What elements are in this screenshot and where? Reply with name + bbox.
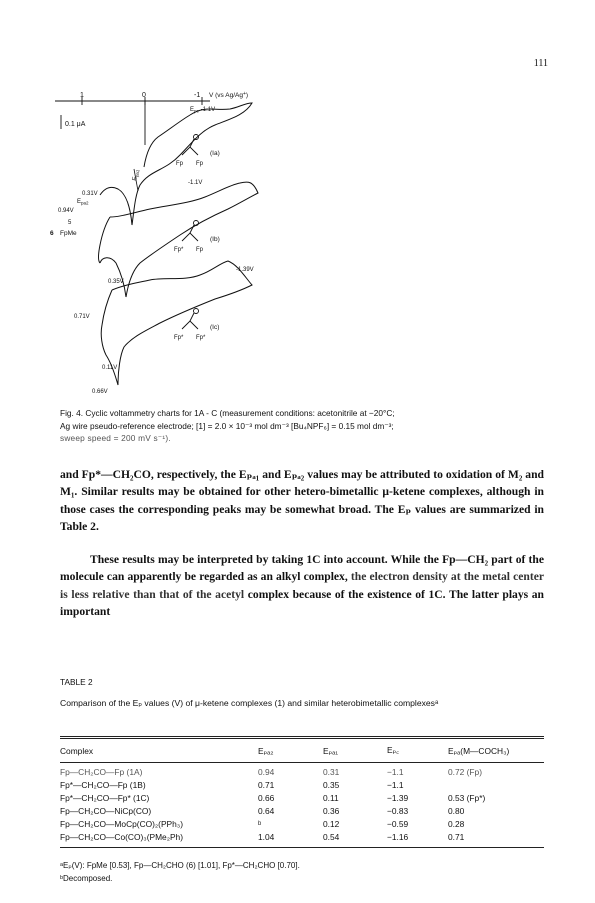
footnote-b: ᵇDecomposed. <box>60 873 113 883</box>
tick-label-0: 0 <box>142 92 146 99</box>
cell-epc: −1.39 <box>387 793 409 803</box>
header-epa1: Eₚₐ₁ <box>323 738 387 763</box>
cell-epa2: 1.04 <box>258 831 323 848</box>
cell-complex: Fp*—CH₂CO—Fp (1B) <box>60 780 146 790</box>
label-035v: 0.35V <box>108 279 124 285</box>
cyclic-voltammetry-figure <box>40 85 330 405</box>
cell-epa-acetyl: 0.80 <box>448 806 465 816</box>
cell-complex: Fp*—CH₂CO—Fp* (1C) <box>60 793 150 803</box>
label-139v: -1.39V <box>236 267 254 273</box>
cv-curve-1b <box>100 182 258 297</box>
cell-complex: Fp—CH₂CO—NiCp(CO) <box>60 806 152 816</box>
cell-epa-acetyl: 0.71 <box>448 831 544 848</box>
epc-label: $E_{pc}$ -1.1V <box>190 107 216 114</box>
cell-complex: Fp—CH₂CO—Fp (1A) <box>60 767 143 777</box>
table-header-row <box>60 738 544 763</box>
cell-epc: −1.1 <box>387 780 404 790</box>
cell-epa2: ᵇ <box>258 819 262 829</box>
header-complex: Complex <box>60 738 258 763</box>
table-row <box>60 805 544 818</box>
caption-line-3: sweep speed = 200 mV s⁻¹). <box>60 433 171 444</box>
cell-epa2: 0.64 <box>258 806 275 816</box>
cell-epc: −1.16 <box>387 831 448 848</box>
marker-6: 6 <box>50 230 54 237</box>
cell-epa2: 0.71 <box>258 780 275 790</box>
table-row <box>60 831 544 848</box>
table-row <box>60 818 544 831</box>
cell-epc: −1.1 <box>387 767 404 777</box>
cell-epa-acetyl: 0.72 (Fp) <box>448 767 482 777</box>
label-1b: (Ib) <box>210 236 220 243</box>
tick-label-minus1: -1 <box>194 92 201 99</box>
marker-5: 5 <box>68 220 72 226</box>
body-paragraph-1: and Fp*—CH₂CO, respectively, the Eₚₐ₁ and Eₚₐ₂ values may be attributed to oxidation of M₂ and M₁. Similar results may be obtained for other hetero-bimetallic μ-ketene complexes, although in those cases the corresponding peaks may be somewhat broad. The Eₚ values are summarized in Table 2. <box>60 468 544 534</box>
label-094v: 0.94V <box>58 208 74 214</box>
fp-right-1a: Fp <box>196 161 204 167</box>
header-epa-acetyl: Eₚₐ(M—COCH₃) <box>448 738 544 763</box>
label-066v: 0.66V <box>92 389 108 395</box>
ketene-structure-1b <box>182 221 199 242</box>
cell-epa1: 0.36 <box>323 806 340 816</box>
epa1-label: $E_{pa1}$ <box>132 169 141 182</box>
cell-epa-acetyl <box>448 779 544 792</box>
footnote-a: ᵃEₚ(V): FpMe [0.53], Fp—CH₂CHO (6) [1.01], Fp*—CH₂CHO [0.70]. <box>60 861 300 870</box>
tick-label-1: 1 <box>80 92 84 99</box>
cell-epa1: 0.54 <box>323 831 387 848</box>
axis-label: V (vs Ag/Ag+) <box>209 91 249 99</box>
cell-complex: Fp—CH₂CO—Co(CO)₃(PMe₂Ph) <box>60 831 258 848</box>
label-011v: 0.11V <box>102 365 118 371</box>
label-11v: -1.1V <box>188 180 203 186</box>
table-row <box>60 763 544 780</box>
cell-epa1: 0.35 <box>323 780 340 790</box>
table-title: Comparison of the Eₚ values (V) of μ-ketene complexes (1) and similar heterobimetallic complexesᵃ <box>60 698 439 708</box>
cell-epa1: 0.11 <box>323 793 339 803</box>
label-071v: 0.71V <box>74 314 90 320</box>
label-1c: (Ic) <box>210 324 220 331</box>
table-2 <box>60 736 544 848</box>
cv-curve-1c <box>101 261 252 385</box>
fpme-label: FpMe <box>60 230 77 237</box>
label-1a: (Ia) <box>210 150 220 157</box>
figure-caption <box>60 407 544 445</box>
header-epa2: Eₚₐ₂ <box>258 738 323 763</box>
fp-left-1a: Fp <box>176 161 184 167</box>
cell-epa1: 0.31 <box>323 767 340 777</box>
fpstar-left-1b: Fp* <box>174 247 184 253</box>
cell-epa2: 0.66 <box>258 793 275 803</box>
cell-epc: −0.59 <box>387 819 409 829</box>
cell-epa-acetyl: 0.28 <box>448 819 465 829</box>
fp-right-1b: Fp <box>196 247 204 253</box>
cell-epa-acetyl: 0.53 (Fp*) <box>448 793 486 803</box>
table-row <box>60 779 544 792</box>
cell-epa2: 0.94 <box>258 767 275 777</box>
table-row <box>60 792 544 805</box>
fpstar-right-1c: Fp* <box>196 335 206 341</box>
caption-line-2: Ag wire pseudo-reference electrode; [1] = 2.0 × 10⁻³ mol dm⁻³ [Bu₄NPF₆] = 0.15 mol dm⁻³; <box>60 420 394 431</box>
label-031v: 0.31V <box>82 191 98 197</box>
table-footnotes <box>60 860 544 885</box>
paragraph2-part-a: These results may be interpreted by taking 1C into account. While the Fp—CH₂ part of the molecule can apparently be regarded as an alkyl complex, <box>60 553 544 584</box>
scale-bar-label: 0.1 μA <box>65 121 86 128</box>
voltammogram-svg <box>40 85 330 405</box>
cell-epa1: 0.12 <box>323 819 340 829</box>
epa2-label: $E_{pa2}$ <box>77 199 89 206</box>
caption-line-1: Fig. 4. Cyclic voltammetry charts for 1A - C (measurement conditions: acetonitrile at −20°C; <box>60 408 395 418</box>
cell-epc: −0.83 <box>387 806 409 816</box>
body-paragraph-2 <box>60 551 544 621</box>
paragraph2-part-b: the electron density at the metal center is less relative than that of the acetyl <box>60 570 544 601</box>
cell-complex: Fp—CH₂CO—MoCp(CO)₂(PPh₃) <box>60 819 183 829</box>
page-number: 111 <box>533 58 548 69</box>
fpstar-left-1c: Fp* <box>174 335 184 341</box>
cv-curve-1a-return <box>144 115 190 167</box>
table-label: TABLE 2 <box>60 677 93 687</box>
paragraph2-part-c: complex because of the existence of 1C. The latter plays an important <box>60 587 544 619</box>
header-epc: Eₚ꜀ <box>387 738 448 763</box>
